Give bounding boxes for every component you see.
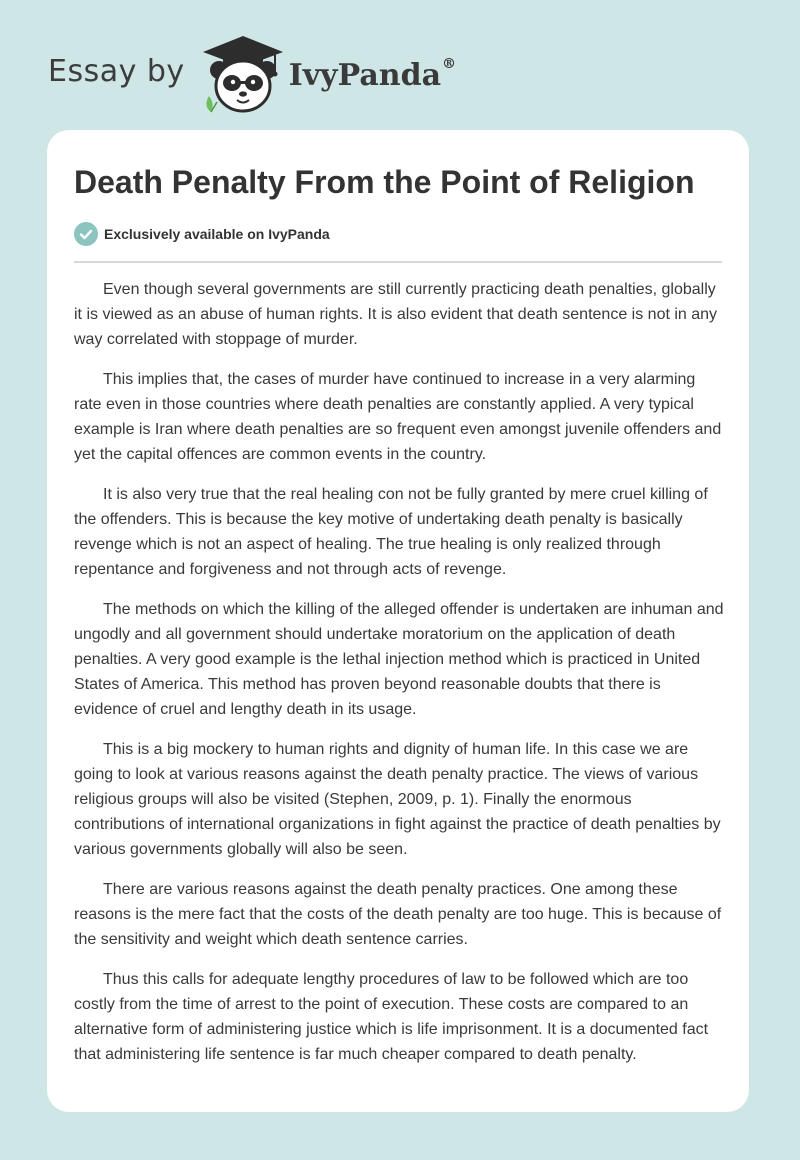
exclusive-badge-label: Exclusively available on IvyPanda xyxy=(104,226,330,242)
essay-card xyxy=(47,130,749,1112)
brand-name: IvyPanda® xyxy=(288,55,457,93)
brand-prefix: Essay by xyxy=(48,53,185,89)
essay-body xyxy=(74,277,726,1082)
paragraph: This is a big mockery to human rights and dignity of human life. In this case we are going to look at various reasons against the death penalty practice. The views of various religious groups will also be visited (Stephen, 2009, p. 1). Finally the enormous contributions of international organizations in fight against the practice of death penalties by various governments globally will also be seen. xyxy=(74,741,721,858)
check-circle-icon xyxy=(74,222,98,246)
exclusive-badge xyxy=(74,222,330,246)
page-title: Death Penalty From the Point of Religion xyxy=(74,164,695,200)
brand-header xyxy=(48,34,456,114)
paragraph: The methods on which the killing of the alleged offender is undertaken are inhuman and ungodly and all government should undertake moratorium on the application of death penalties. A very good example is the lethal injection method which is practiced in United States of America. This method has proven beyond reasonable doubts that there is evidence of cruel and lengthy death in its usage. xyxy=(74,601,724,718)
paragraph: There are various reasons against the death penalty practices. One among these reasons is the mere fact that the costs of the death penalty are too huge. This is because of the sensitivity and weight which death sentence carries. xyxy=(74,881,722,948)
registered-mark: ® xyxy=(442,55,457,72)
paragraph: Thus this calls for adequate lengthy procedures of law to be followed which are too costly from the time of arrest to the point of execution. These costs are compared to an alternative form of administering justice which is life imprisonment. It is a documented fact that administering life sentence is far much cheaper compared to death penalty. xyxy=(74,971,709,1063)
paragraph: It is also very true that the real healing con not be fully granted by mere cruel killing of the offenders. This is because the key motive of undertaking death penalty is basically revenge which is not an aspect of healing. The true healing is only realized through repentance and forgiveness and not through acts of revenge. xyxy=(74,486,708,578)
panda-logo-icon xyxy=(199,34,287,114)
paragraph: This implies that, the cases of murder have continued to increase in a very alarming rate even in those countries where death penalties are constantly applied. A very typical example is Iran where death penalties are so frequent even amongst juvenile offenders and yet the capital offences are common events in the country. xyxy=(74,371,722,463)
divider xyxy=(74,261,722,263)
paragraph: Even though several governments are still currently practicing death penalties, globally it is viewed as an abuse of human rights. It is also evident that death sentence is not in any way correlated with stoppage of murder. xyxy=(74,281,718,348)
